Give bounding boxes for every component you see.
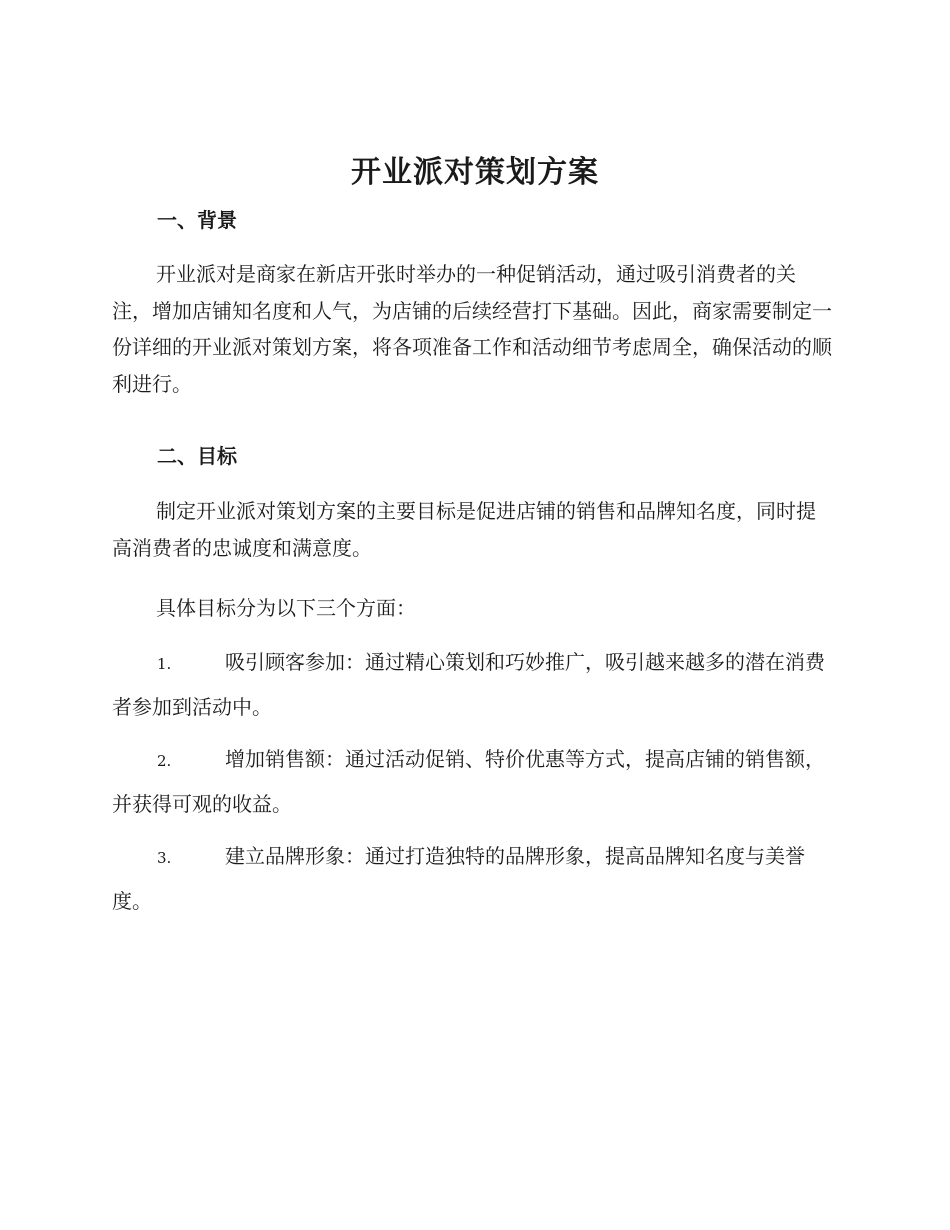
document-title: 开业派对策划方案 bbox=[351, 155, 599, 190]
list-item-number: 2. bbox=[157, 752, 172, 770]
goals-intro-paragraph: 具体目标分为以下三个方面： bbox=[156, 596, 416, 620]
list-item-number: 3. bbox=[157, 849, 172, 867]
list-item-text: 增加销售额：通过活动促销、特价优惠等方式，提高店铺的销售额，并获得可观的收益。 bbox=[112, 747, 825, 816]
goal-list-item bbox=[112, 738, 834, 826]
goals-paragraph: 制定开业派对策划方案的主要目标是促进店铺的销售和品牌知名度，同时提高消费者的忠诚度和满意度。 bbox=[112, 499, 816, 560]
background-paragraph: 开业派对是商家在新店开张时举办的一种促销活动，通过吸引消费者的关注，增加店铺知名度和人气，为店铺的后续经营打下基础。因此，商家需要制定一份详细的开业派对策划方案，将各项准备工作和活动细节考虑周全，确保活动的顺利进行。 bbox=[112, 262, 832, 396]
list-item-text: 吸引顾客参加：通过精心策划和巧妙推广，吸引越来越多的潜在消费者参加到活动中。 bbox=[112, 650, 825, 719]
list-item-text: 建立品牌形象：通过打造独特的品牌形象，提高品牌知名度与美誉度。 bbox=[112, 844, 805, 913]
section-heading-background: 一、背景 bbox=[157, 208, 237, 232]
goal-list-item bbox=[112, 641, 834, 729]
list-item-number: 1. bbox=[157, 655, 172, 673]
goal-list-item bbox=[112, 835, 834, 923]
section-heading-goals: 二、目标 bbox=[157, 444, 237, 468]
